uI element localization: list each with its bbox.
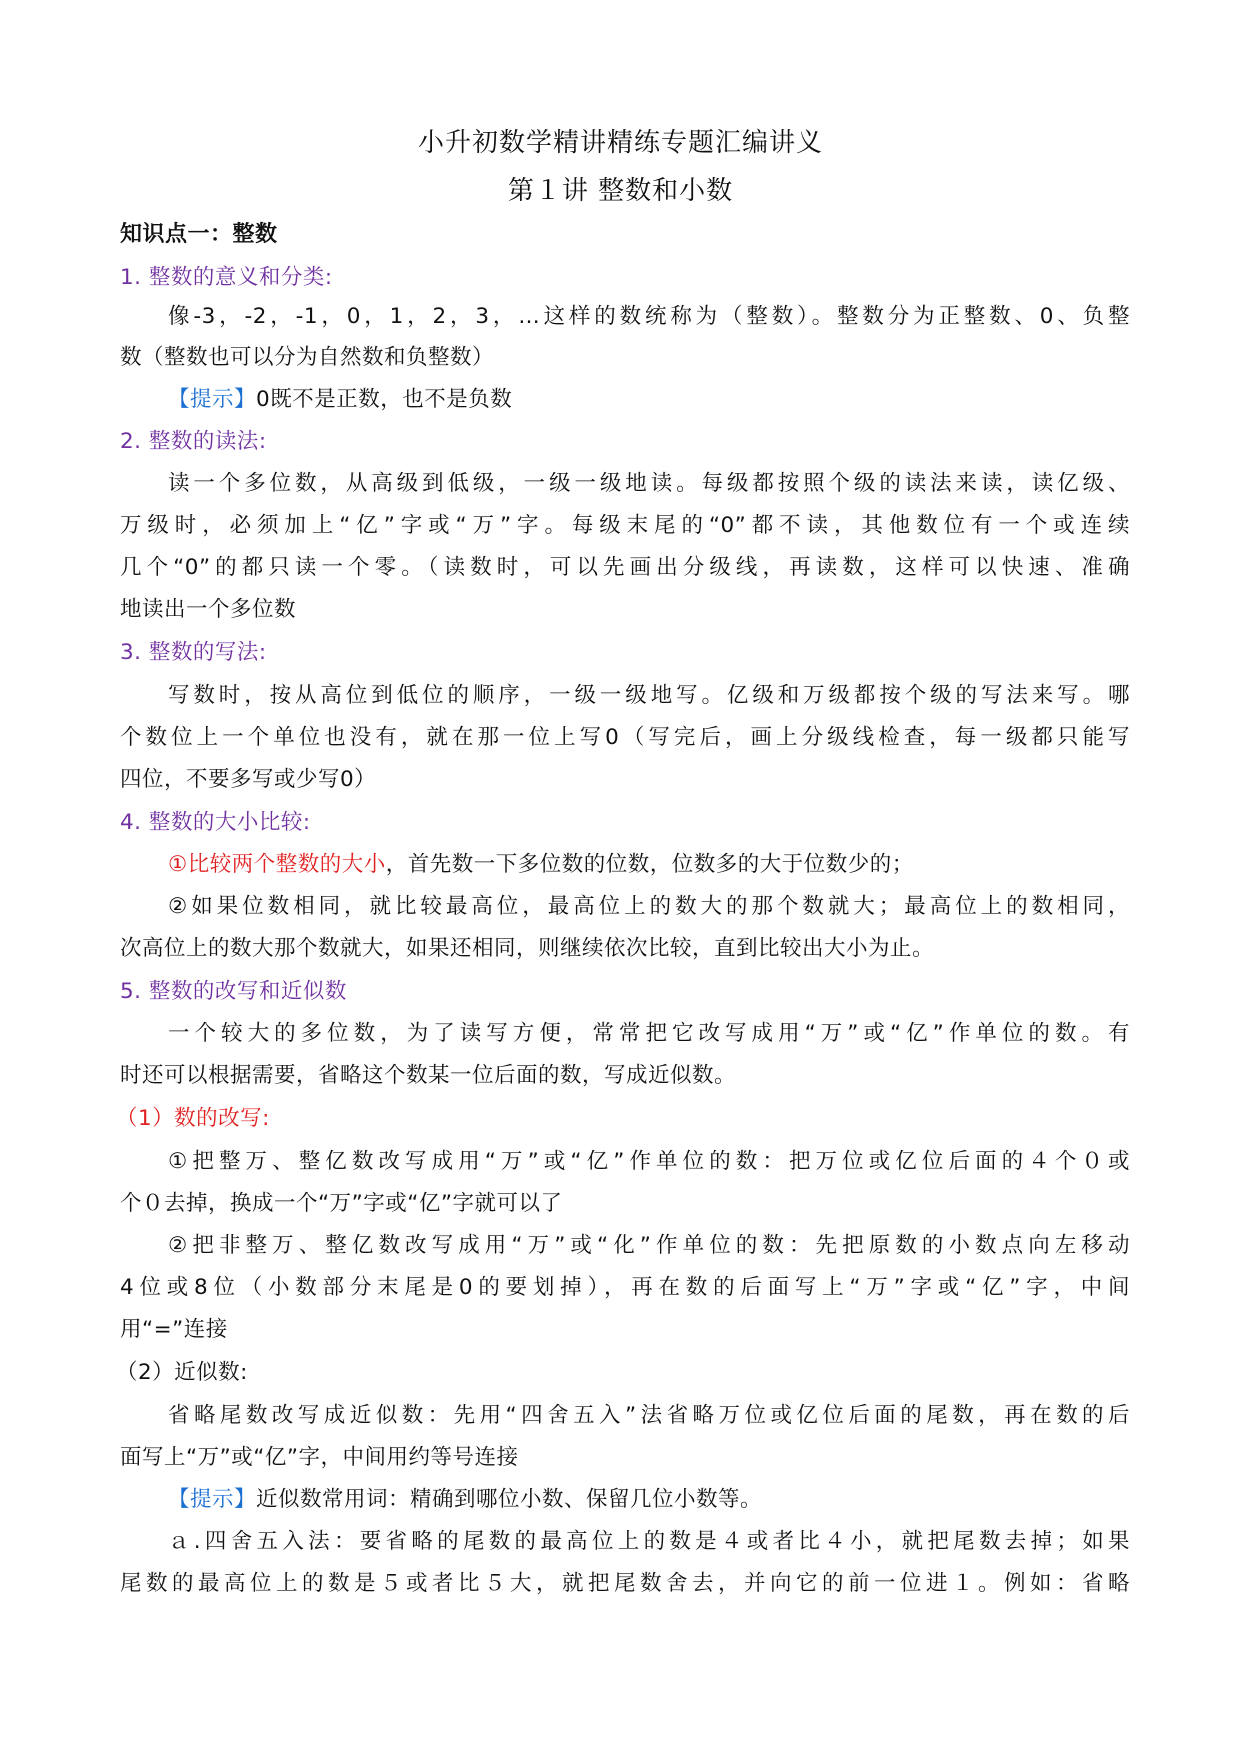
- paragraph-line: 个０去掉，换成一个“万”字或“亿”字就可以了: [120, 1191, 563, 1216]
- paragraph-line: 次高位上的数大那个数就大，如果还相同，则继续依次比较，直到比较出大小为止。: [120, 936, 935, 961]
- subheading-rewrite: （1）数的改写:: [116, 1106, 270, 1131]
- paragraph-line: 四位，不要多写或少写0）: [120, 767, 377, 792]
- paragraph-line: 一个较大的多位数，为了读写方便，常常把它改写成用“万”或“亿”作单位的数。有: [168, 1021, 1130, 1046]
- paragraph-line: 万级时，必须加上“亿”字或“万”字。每级末尾的“0”都不读，其他数位有一个或连续: [120, 513, 1130, 538]
- paragraph-line: [168, 849, 1178, 881]
- heading-integer-writing: 3. 整数的写法:: [120, 640, 267, 665]
- paragraph-line: ａ.四舍五入法：要省略的尾数的最高位上的数是４或者比４小，就把尾数去掉；如果: [168, 1529, 1130, 1554]
- paragraph-line: 用“=”连接: [120, 1317, 228, 1342]
- heading-rewrite-approx: 5. 整数的改写和近似数: [120, 979, 347, 1004]
- paragraph-line: 省略尾数改写成近似数：先用“四舍五入”法省略万位或亿位后面的尾数，再在数的后: [168, 1403, 1130, 1428]
- paragraph-line: 像-3，-2，-1，0，1，2，3，…这样的数统称为（整数）。整数分为正整数、0、负整: [168, 304, 1130, 329]
- paragraph-line: 时还可以根据需要，省略这个数某一位后面的数，写成近似数。: [120, 1063, 737, 1088]
- tip-label: 【提示】: [168, 1487, 257, 1512]
- document-title: 小升初数学精讲精练专题汇编讲义: [417, 128, 823, 158]
- heading-integer-meaning: 1. 整数的意义和分类:: [120, 265, 333, 290]
- tip-label: 【提示】: [168, 387, 257, 412]
- paragraph-line: 个数位上一个单位也没有，就在那一位上写0（写完后，画上分级线检查，每一级都只能写: [120, 725, 1130, 750]
- tip-line: [168, 384, 1178, 416]
- paragraph-line: 读一个多位数，从高级到低级，一级一级地读。每级都按照个级的读法来读，读亿级、: [168, 471, 1130, 496]
- paragraph-line: 数（整数也可以分为自然数和负整数）: [120, 345, 495, 370]
- heading-integer-reading: 2. 整数的读法:: [120, 429, 267, 454]
- paragraph-line: 几个“0”的都只读一个零。（读数时，可以先画出分级线，再读数，这样可以快速、准确: [120, 555, 1130, 580]
- section-heading: 知识点一：整数: [120, 222, 278, 247]
- lecture-title: 第１讲 整数和小数: [507, 176, 734, 206]
- paragraph-line: 写数时，按从高位到低位的顺序，一级一级地写。亿级和万级都按个级的写法来写。哪: [168, 683, 1130, 708]
- tip-text: 0既不是正数，也不是负数: [256, 387, 513, 412]
- heading-integer-comparison: 4. 整数的大小比较:: [120, 810, 311, 835]
- tip-line: [168, 1484, 1178, 1516]
- emphasis-text: ①比较两个整数的大小: [168, 852, 386, 877]
- paragraph-line: ①把整万、整亿数改写成用“万”或“亿”作单位的数：把万位或亿位后面的４个０或: [168, 1149, 1130, 1174]
- subheading-approx: （2）近似数:: [116, 1360, 248, 1385]
- paragraph-line: 4位或8位（小数部分末尾是0的要划掉），再在数的后面写上“万”字或“亿”字，中间: [120, 1275, 1130, 1300]
- paragraph-line: ②如果位数相同，就比较最高位，最高位上的数大的那个数就大；最高位上的数相同，: [168, 894, 1130, 919]
- paragraph-text: ，首先数一下多位数的位数，位数多的大于位数少的；: [385, 852, 914, 877]
- tip-text: 近似数常用词：精确到哪位小数、保留几位小数等。: [256, 1487, 763, 1512]
- paragraph-line: 地读出一个多位数: [120, 597, 297, 622]
- paragraph-line: 面写上“万”或“亿”字，中间用约等号连接: [120, 1445, 519, 1470]
- paragraph-line: ②把非整万、整亿数改写成用“万”或“化”作单位的数：先把原数的小数点向左移动: [168, 1233, 1130, 1258]
- paragraph-line: 尾数的最高位上的数是５或者比５大，就把尾数舍去，并向它的前一位进１。例如：省略: [120, 1571, 1130, 1596]
